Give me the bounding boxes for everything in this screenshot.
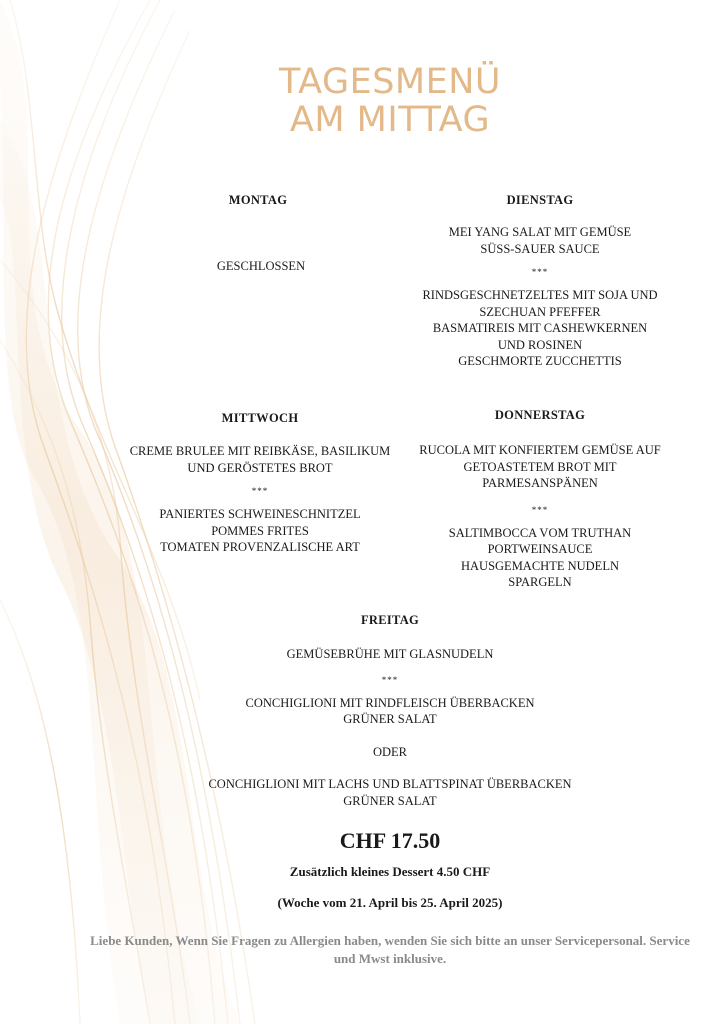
freitag-main1-line: CONCHIGLIONI MIT RINDFLEISCH ÜBERBACKEN bbox=[245, 695, 535, 710]
dienstag-menu bbox=[400, 224, 680, 370]
allergy-service-note: Liebe Kunden, Wenn Sie Fragen zu Allergien haben, wenden Sie sich bitte an unser Servicepersonal. Service und Mwst inklusive. bbox=[90, 933, 690, 966]
donnerstag-starter-line: RUCOLA MIT KONFIERTEM GEMÜSE AUF bbox=[419, 443, 661, 457]
donnerstag-separator: *** bbox=[531, 504, 549, 515]
mittwoch-separator: *** bbox=[251, 486, 269, 496]
day-heading-donnerstag: DONNERSTAG bbox=[494, 408, 586, 422]
mittwoch-main-line: POMMES FRITES bbox=[211, 523, 309, 538]
mittwoch-main-line: PANIERTES SCHWEINESCHNITZEL bbox=[159, 507, 361, 521]
dienstag-main-line: UND ROSINEN bbox=[497, 337, 583, 352]
donnerstag-main-line: SALTIMBOCCA VOM TRUTHAN bbox=[448, 525, 632, 540]
dienstag-separator: *** bbox=[531, 267, 549, 277]
mittwoch-starter-line: CREME BRULEE MIT REIBKÄSE, BASILIKUM bbox=[129, 444, 391, 458]
menu-title-line2: AM MITTAG bbox=[289, 100, 491, 140]
menu-title-line1: TAGESMENÜ bbox=[278, 62, 502, 102]
dienstag-main-line: GESCHMORTE ZUCCHETTIS bbox=[458, 354, 622, 368]
freitag-main2-line: GRÜNER SALAT bbox=[343, 793, 437, 808]
freitag-separator: *** bbox=[381, 674, 399, 685]
donnerstag-main-line: SPARGELN bbox=[508, 575, 572, 589]
donnerstag-menu bbox=[400, 442, 680, 591]
donnerstag-starter-line: PARMESANSPÄNEN bbox=[482, 476, 598, 490]
mittwoch-main-line: TOMATEN PROVENZALISCHE ART bbox=[160, 540, 360, 554]
freitag-starter-line: GEMÜSEBRÜHE MIT GLASNUDELN bbox=[286, 647, 494, 661]
dienstag-main-line: SZECHUAN PFEFFER bbox=[479, 304, 601, 319]
day-heading-mittwoch: MITTWOCH bbox=[221, 411, 299, 425]
week-range: (Woche vom 21. April bis 25. April 2025) bbox=[277, 895, 503, 910]
dienstag-starter-line: SÜSS-SAUER SAUCE bbox=[480, 241, 600, 256]
montag-menu bbox=[146, 258, 376, 275]
donnerstag-main-line: HAUSGEMACHTE NUDELN bbox=[461, 558, 619, 573]
dessert-note: Zusätzlich kleines Dessert 4.50 CHF bbox=[289, 864, 491, 879]
price: CHF 17.50 bbox=[339, 828, 441, 853]
day-heading-montag: MONTAG bbox=[228, 193, 288, 207]
freitag-main1-line: GRÜNER SALAT bbox=[343, 712, 437, 726]
montag-closed-text: GESCHLOSSEN bbox=[216, 259, 306, 273]
day-heading-freitag: FREITAG bbox=[360, 613, 420, 627]
dienstag-main-line: RINDSGESCHNETZELTES MIT SOJA UND bbox=[422, 288, 658, 302]
dienstag-starter-line: MEI YANG SALAT MIT GEMÜSE bbox=[448, 225, 632, 239]
mittwoch-starter-line: UND GERÖSTETES BROT bbox=[187, 460, 333, 475]
donnerstag-starter-line: GETOASTETEM BROT MIT bbox=[463, 459, 617, 474]
freitag-main2-line: CONCHIGLIONI MIT LACHS UND BLATTSPINAT ÜBERBACKEN bbox=[208, 777, 572, 791]
freitag-menu bbox=[190, 646, 590, 809]
mittwoch-menu bbox=[120, 443, 400, 556]
day-heading-dienstag: DIENSTAG bbox=[506, 193, 574, 207]
freitag-or-text: ODER bbox=[372, 744, 408, 759]
donnerstag-main-line: PORTWEINSAUCE bbox=[487, 542, 593, 556]
dienstag-main-line: BASMATIREIS MIT CASHEWKERNEN bbox=[432, 321, 648, 335]
